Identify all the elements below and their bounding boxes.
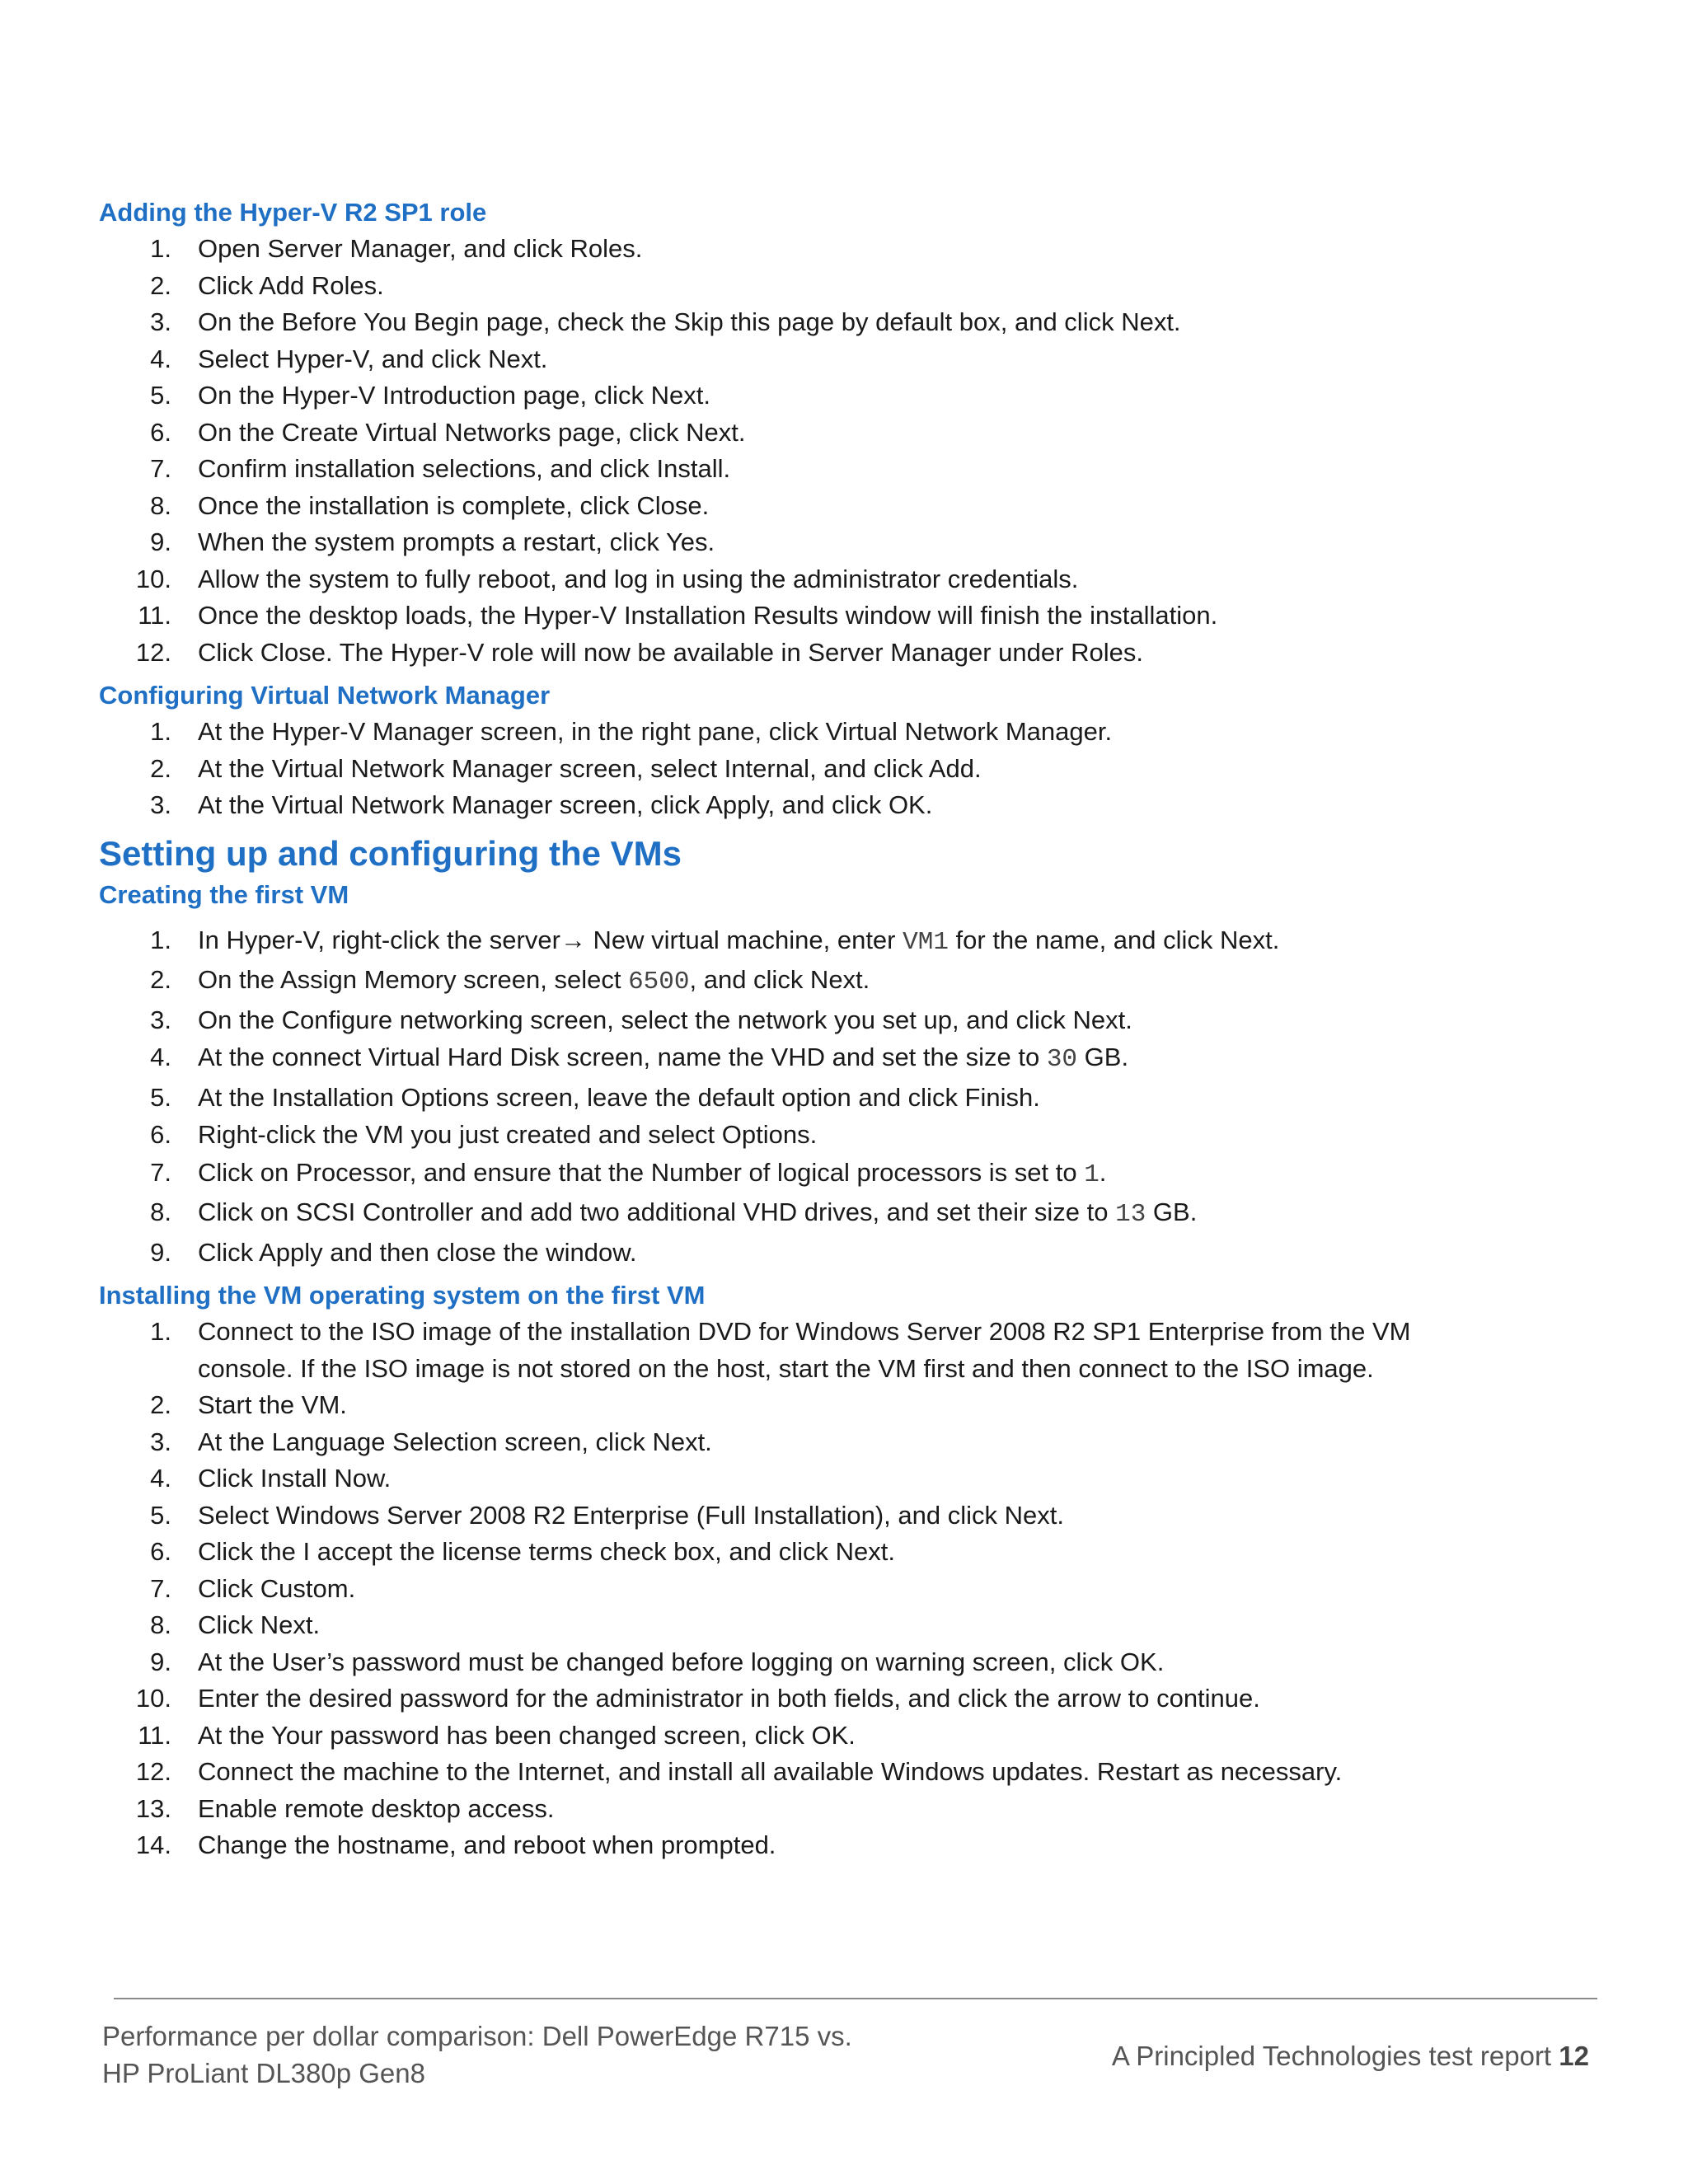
list-item: 8. Click on SCSI Controller and add two additional VHD drives, and set their size to 13 GB. — [150, 1197, 1198, 1229]
list-item: 8. Click Next. — [150, 1610, 321, 1639]
list-item: 11. Once the desktop loads, the Hyper-V Installation Results window will finish the installation. — [138, 601, 1218, 630]
page-content — [99, 194, 1615, 1864]
code-value: VM1 — [903, 927, 949, 957]
list-item: 14. Change the hostname, and reboot when prompted. — [135, 1830, 776, 1859]
list-item: 2. Click Add Roles. — [150, 270, 384, 300]
creating-vm-steps — [99, 921, 1615, 1272]
virtual-network-steps — [99, 714, 1615, 824]
list-item: 12. Connect the machine to the Internet, and install all available Windows updates. Restart as necessary. — [135, 1757, 1343, 1786]
footer-report-title: Performance per dollar comparison: Dell PowerEdge R715 vs. HP ProLiant DL380p Gen8 — [102, 2021, 852, 2088]
list-item: 9. When the system prompts a restart, click Yes. — [150, 527, 715, 556]
list-item: 1. At the Hyper-V Manager screen, in the right pane, click Virtual Network Manager. — [150, 717, 1113, 746]
hyperv-role-steps — [99, 231, 1615, 671]
footer-report-source: A Principled Technologies test report 12 — [1111, 2041, 1589, 2071]
list-item: 6. Right-click the VM you just created and select Options. — [150, 1120, 818, 1149]
list-item: 13. Enable remote desktop access. — [135, 1793, 555, 1823]
list-item: 4. At the connect Virtual Hard Disk screen, name the VHD and set the size to 30 GB. — [150, 1043, 1129, 1074]
main-heading-vms: Setting up and configuring the VMs — [99, 833, 682, 873]
list-item: 1. Open Server Manager, and click Roles. — [150, 234, 643, 263]
list-item: 6. On the Create Virtual Networks page, click Next. — [150, 417, 746, 447]
list-item: 9. At the User’s password must be changed before logging on warning screen, click OK. — [150, 1647, 1165, 1676]
page-number: 12 — [1559, 2041, 1589, 2071]
list-item: 2. On the Assign Memory screen, select 6500, and click Next. — [150, 965, 870, 996]
section-heading-installing-os: Installing the VM operating system on the first VM — [99, 1281, 706, 1310]
list-item: 1. In Hyper-V, right-click the server→ New virtual machine, enter VM1 for the name, and click Next. — [150, 925, 1280, 957]
list-item: 8. Once the installation is complete, click Close. — [150, 490, 710, 520]
code-value: 13 — [1115, 1200, 1146, 1229]
installing-os-steps — [99, 1314, 1615, 1864]
list-item: 12. Click Close. The Hyper-V role will now be available in Server Manager under Roles. — [135, 637, 1143, 667]
list-item: 10. Allow the system to fully reboot, and log in using the administrator credentials. — [135, 564, 1079, 593]
list-item: 11. At the Your password has been changed screen, click OK. — [138, 1720, 856, 1750]
section-heading-virtual-network: Configuring Virtual Network Manager — [99, 681, 551, 710]
list-item: 3. At the Virtual Network Manager screen, click Apply, and click OK. — [150, 790, 933, 819]
footer-divider — [114, 1998, 1597, 1999]
list-item: 1. Connect to the ISO image of the installation DVD for Windows Server 2008 R2 SP1 Enterprise from the VM console. If the ISO image is not stored on the host, start the VM first and then connect to the ISO image. — [150, 1317, 1411, 1383]
section-heading-creating-vm: Creating the first VM — [99, 879, 349, 909]
section-heading-hyperv-role: Adding the Hyper-V R2 SP1 role — [99, 198, 487, 227]
list-item: 5. At the Installation Options screen, leave the default option and click Finish. — [150, 1082, 1040, 1112]
list-item: 6. Click the I accept the license terms check box, and click Next. — [150, 1537, 895, 1566]
list-item: 2. Start the VM. — [150, 1390, 347, 1419]
arrow-right-icon: → — [560, 925, 586, 954]
list-item: 10. Enter the desired password for the administrator in both fields, and click the arrow to continue. — [135, 1684, 1260, 1713]
list-item: 3. On the Before You Begin page, check the Skip this page by default box, and click Next. — [150, 307, 1181, 336]
list-item: 5. Select Windows Server 2008 R2 Enterprise (Full Installation), and click Next. — [150, 1500, 1064, 1530]
list-item: 2. At the Virtual Network Manager screen, select Internal, and click Add. — [150, 753, 982, 783]
list-item: 3. At the Language Selection screen, click Next. — [150, 1427, 712, 1456]
code-value: 1 — [1084, 1160, 1100, 1189]
list-item: 4. Click Install Now. — [150, 1464, 392, 1493]
list-item: 5. On the Hyper-V Introduction page, click Next. — [150, 381, 711, 410]
list-item: 4. Select Hyper-V, and click Next. — [150, 344, 548, 373]
list-item: 9. Click Apply and then close the window. — [150, 1237, 637, 1267]
list-item: 7. Click on Processor, and ensure that the Number of logical processors is set to 1. — [150, 1157, 1107, 1189]
list-item: 7. Click Custom. — [150, 1573, 356, 1603]
code-value: 6500 — [628, 968, 690, 996]
list-item: 3. On the Configure networking screen, select the network you set up, and click Next. — [150, 1005, 1132, 1034]
list-item: 7. Confirm installation selections, and click Install. — [150, 454, 731, 483]
code-value: 30 — [1046, 1045, 1078, 1074]
